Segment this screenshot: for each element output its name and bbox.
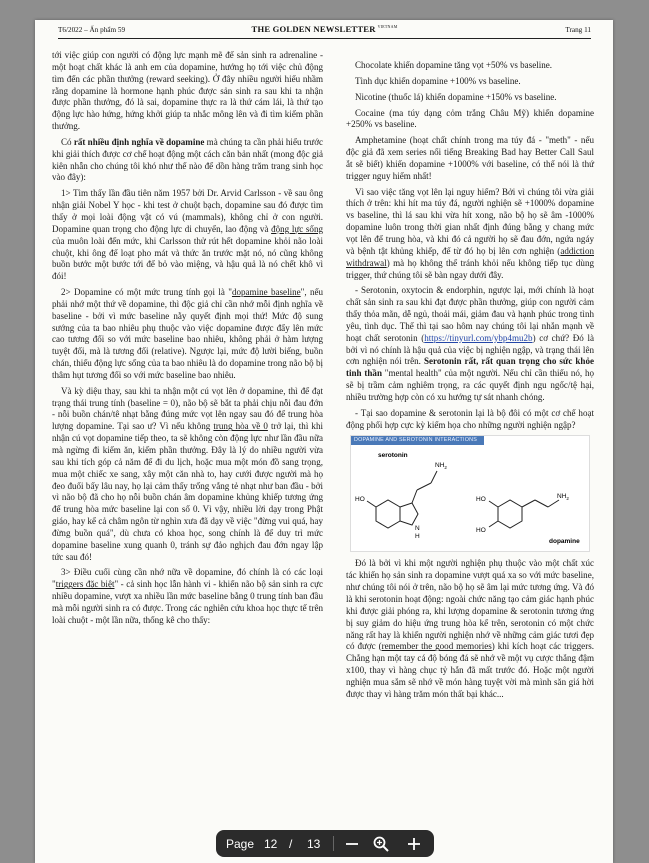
molecule-diagram bbox=[351, 445, 589, 549]
underlined-text: trung hòa về 0 bbox=[213, 421, 268, 432]
paragraph bbox=[346, 285, 594, 403]
toolbar-divider bbox=[333, 836, 334, 851]
paragraph bbox=[346, 558, 594, 700]
text-run: Và kỳ diệu thay, sau khi ta nhận một cú vọt lên ở dopamine, thì để đạt trạng thái trung tính (baseline = 0), não bộ sẽ bắt ta phải chịu nỗi đau đớn - nỗi buồn chán/tê nhạt bằng đúng mức vọt lên ngay sau đó để trung hòa lượng dopamine. Tại sao ư? Vì nếu không bbox=[52, 385, 323, 432]
zoom-out-icon[interactable] bbox=[342, 834, 362, 854]
text-run: Có bbox=[61, 136, 74, 147]
stat-line: Amphetamine (hoạt chất chính trong ma túy đá - "meth" - nếu độc giả đã xem series nổi tiếng Breaking Bad hay Better Call Saul ắt sẽ biết) khiến dopamine +1000% với baseline, có thể nói là thứ trigger nguy hiểm nhất! bbox=[346, 135, 594, 181]
newsletter-title bbox=[58, 24, 591, 34]
text-run: " - cả sinh học lẫn hành vi - khiến não bộ sản sinh ra cực nhiều dopamine, vượt xa nhiều lần mức baseline bằng 0 trung tính ban đầu mà mỗi người sinh ra có được. Trong các nghiên cứu khoa học thực tế trên loài chuột - một lần nữa, thống kê cho thấy: bbox=[52, 579, 323, 625]
dopamine-label: dopamine bbox=[549, 538, 580, 546]
serotonin-structure bbox=[367, 471, 437, 528]
text-run: - Serotonin, oxytocin & endorphin, ngược lại, mới chính là hoạt chất sản sinh ra sau khi đạt được phần thưởng, giúp con người cảm thấy thỏa mãn, dễ ngủ, thoải mái, giảm đau và hạnh phúc trong tình yêu, tình dục. Thể thì tại sao hôm nay chúng tôi lại nhắn mạnh về hoạt chất serotonin ( bbox=[346, 285, 594, 343]
page-label: Page bbox=[226, 837, 255, 851]
text-run: 3> Điều cuối cùng cần nhớ nữa về dopamine, đó chính là có các loại " bbox=[52, 567, 323, 590]
stat-line: Tình dục khiến dopamine +100% vs baseline. bbox=[355, 75, 521, 86]
page-navigation-toolbar bbox=[216, 830, 434, 857]
underlined-text: động lực sống bbox=[271, 223, 324, 234]
page-number-label: Trang 11 bbox=[565, 26, 591, 34]
text-run: 2> Dopamine có một mức trung tính gọi là " bbox=[61, 287, 232, 298]
current-page-input[interactable]: 12 bbox=[264, 837, 278, 851]
paragraph bbox=[52, 386, 323, 564]
figure-banner: DOPAMINE AND SEROTONIN INTERACTIONS bbox=[351, 436, 484, 445]
underlined-text: addiction withdrawal bbox=[346, 245, 594, 268]
paragraph bbox=[52, 137, 323, 184]
paragraph: - Tại sao dopamine & serotonin lại là bộ đôi có một cơ chế hoạt động phối hợp cực kỳ kiểm họa cho những người nghiện ngập? bbox=[346, 407, 594, 430]
dopamine-nh2 bbox=[557, 493, 569, 501]
paragraph bbox=[346, 187, 594, 282]
document-page bbox=[35, 20, 613, 863]
serotonin-n: N bbox=[415, 525, 420, 533]
text-run: Vì sao việc tăng vọt lên lại nguy hiểm? Bởi vì chúng tôi vừa giải thích ở trên: khi hít ma túy đá, người nghiện sẽ +1000% dopamine vs baseline, thì lá sau khi vừa hít xong, não bộ họ sẽ âm -1000% dopamine luôn trong thời gian nhất định đúng bằng y chang mức vọt lên để trung hòa, và khi đó cả người họ sẽ đau đớn, ngứa ngáy và bệnh tật khủng khiếp, để từ đó họ bị lên cơn nghiện ( bbox=[346, 186, 594, 256]
nh2-text: NH bbox=[435, 462, 445, 470]
underlined-text: dopamine baseline bbox=[231, 287, 301, 298]
dopamine-ho-top: HO bbox=[476, 496, 486, 504]
newsletter-title-sup: VIETNAM bbox=[377, 24, 398, 30]
underlined-text: remember the good memories bbox=[381, 641, 492, 652]
page-separator: / bbox=[289, 837, 293, 851]
dopamine-structure bbox=[489, 500, 559, 528]
issue-label: T6/2022 – Ấn phẩm 59 bbox=[58, 26, 126, 34]
bold-text: Serotonin rất, rất quan trọng cho sức khỏe tinh thần bbox=[346, 356, 594, 379]
newsletter-title-text: THE GOLDEN NEWSLETTER bbox=[251, 24, 376, 34]
bold-text: rất nhiều định nghĩa về dopamine bbox=[73, 136, 205, 147]
text-run: "mental health" của một người. Nếu chỉ cần thiếu nó, họ sẽ bị trầm cảm nghiêm trọng, ra các quyết định ngu ngốc/tệ hại, nhiều trường hợp còn có xu hướng tự sát nhanh chóng. bbox=[346, 368, 595, 402]
text-run: ) cơ chứ? Đó là bởi vì nó chính là hậu quả của việc bị nghiện ngập, và trạng thái lên cơn nghiện nói trên. bbox=[346, 332, 594, 367]
total-pages: 13 bbox=[307, 837, 321, 851]
molecule-figure bbox=[350, 435, 590, 552]
text-run: mà chúng ta cần phải hiểu trước khi giải thích được cơ chế hoạt động một cách căn bản nhất (mong độc giả kiên nhẫn cho chúng tôi khó như thế nào để dồn hàng trăm trang sinh học vào đây): bbox=[52, 136, 323, 183]
stat-line: Chocolate khiến dopamine tăng vọt +50% vs baseline. bbox=[355, 60, 553, 70]
nh2-text: NH bbox=[557, 493, 567, 501]
left-column bbox=[52, 50, 323, 631]
nh2-subscript: 2 bbox=[444, 465, 447, 471]
text-run: 1> Tìm thấy lần đầu tiên năm 1957 bởi Dr. Arvid Carlsson - về sau ông nhận giải Nobel Y học - khi test ở chuột bạch, dopamine sau đó được tìm thấy ở mọi loài động vật có vú (mammals), không chỉ ở con người. Dopamine quan trọng cho động lực di chuyển, lao động và bbox=[52, 188, 323, 234]
zoom-magnifier-icon[interactable] bbox=[371, 834, 391, 854]
serotonin-link[interactable]: https://tinyurl.com/ybp4mu2b bbox=[424, 332, 533, 343]
paragraph bbox=[52, 287, 323, 382]
serotonin-nh2 bbox=[435, 462, 447, 470]
nh2-subscript: 2 bbox=[566, 496, 569, 502]
text-run: Đó là bởi vì khi một người nghiện phụ thuộc vào một chất xúc tác khiến họ sản sinh ra dopamine vượt quá xa so với mức baseline, như chúng tôi nói ở trên, não bộ họ sẽ âm lại mức tương ứng. Và đó là khi serotonin hoạt động: ngoài chức năng tạo cảm giác hạnh phúc khi được giải phóng ra, khi lượng dopamine & serotonin tương ứng bị suy giảm do hiệu ứng trung hòa kể trên, serotonin có một chức năng rất hay là khiến người nghiện nhớ về những cảm giác tươi đẹp có được ( bbox=[346, 558, 594, 652]
serotonin-label: serotonin bbox=[378, 452, 408, 460]
stat-line: Cocaine (ma túy dạng cỏm trắng Châu Mỹ) khiến dopamine +250% vs baseline. bbox=[346, 107, 594, 130]
stat-line: Nicotine (thuốc lá) khiến dopamine +150% vs baseline. bbox=[355, 91, 557, 102]
text-run: ) khi kích hoạt các triggers. Chẳng hạn một tay cá độ bóng đá sẽ nhớ về một vụ cược thắng đậm x100, thay vì hàng chục tỷ hắn đã mất trước đó. Hoặc một người nghiện mua sắm sẽ nhớ về món hàng tuyệt vời mà mình săn giá hời được thay vì hàng trăm món thất bại khác... bbox=[346, 641, 594, 699]
page-header bbox=[58, 24, 591, 39]
zoom-in-icon[interactable] bbox=[404, 834, 424, 854]
serotonin-ho: HO bbox=[355, 496, 365, 504]
text-run: trở lại, thì khi nhận cú vọt dopamine tiếp theo, ta sẽ không còn động lực như lần đầu nữa mà ngừng đi kiếm ăn, kiếm phần thưởng. Đây là lý do nhiều người vừa sau khi tích góp cả năm để đi du lịch, hoặc mua một món đồ sang trọng, mua một chiếc xe sang, xây một căn nhà to, hay cưới được người mà họ đeo đuổi bấy lâu nay, họ lại cảm thấy trống vắng tẻ nhạt như ban đầu - bởi vì não bộ đã cho họ nỗi buồn chán âm dopamine khủng khiếp tương ứng để trung hòa mức baseline lại con số 0. Vì vậy, nhiều lời dạy trong Phật giáo, hay kể cả châm ngôn từ nghìn xưa đã dạy về việc "đừng vui quá, hay đừng buồn quá", dù chưa có khoa học, song chính là để duy trì mức dopamine baseline xung quanh 0, tránh sự đảo nghịch đau đớn ngay lập tức sau đó! bbox=[52, 421, 323, 562]
paragraph bbox=[52, 188, 323, 283]
right-column bbox=[346, 60, 594, 705]
text-run: ", nếu phải nhớ một thứ về dopamine, thì độc giả chỉ cần nhớ mỗi định nghĩa về baseline - bởi vì mức baseline nằy quyết định mọi thứ! Mức độ sung sướng của ta bao nhiêu phụ thuộc vào việc dopamine được đẩy lên mức cao tương đối so với mức baseline bao nhiêu, không phải ở hàm lượng tuyệt đối, mà là tương đối (relative). Ngược lại, mức độ lười biếng, buồn chán, thiếu động lực sống của ta bao nhiêu là do dopamine trong não bộ bị thâm hụt tương đối so với mức baseline bao nhiêu. bbox=[52, 287, 324, 380]
text-run: ) mà họ không thể tránh khỏi nếu không tiếp tục dùng trigger, thứ chúng tôi sẽ bàn ngay dưới đây. bbox=[346, 257, 594, 280]
text-run: của muôn loài đến mức, khi Carlsson thử rút hết dopamine khỏi não loài chuột, khi ông để loạt pho mát và thức ăn trước mặt nó, nó cũng không buồn bước một bước tới để bỏ vào miệng, và hậu quả là nó chết khô vì đói! bbox=[52, 235, 323, 282]
serotonin-h: H bbox=[415, 533, 420, 541]
dopamine-ho-bottom: HO bbox=[476, 527, 486, 535]
underlined-text: triggers đặc biệt bbox=[55, 579, 115, 590]
paragraph bbox=[52, 567, 323, 626]
paragraph: tới việc giúp con người có động lực mạnh mẽ để sản sinh ra adrenaline - một hoạt chất khác là anh em của dopamine, hướng họ tới việc chủ động tìm đến các phần thưởng (reward seeking). Ở đây nhiều người hiểu nhầm rằng dopamine là hormone hạnh phúc được sản sinh ra sau khi ta nhận được phần thưởng, đó là sai, dopamine thực ra là thứ cám lái, là thứ tạo động lực hào hứng, hứng khởi giúp ta nhắc mông lên và đi tìm kiếm phần thưởng. bbox=[52, 50, 323, 132]
